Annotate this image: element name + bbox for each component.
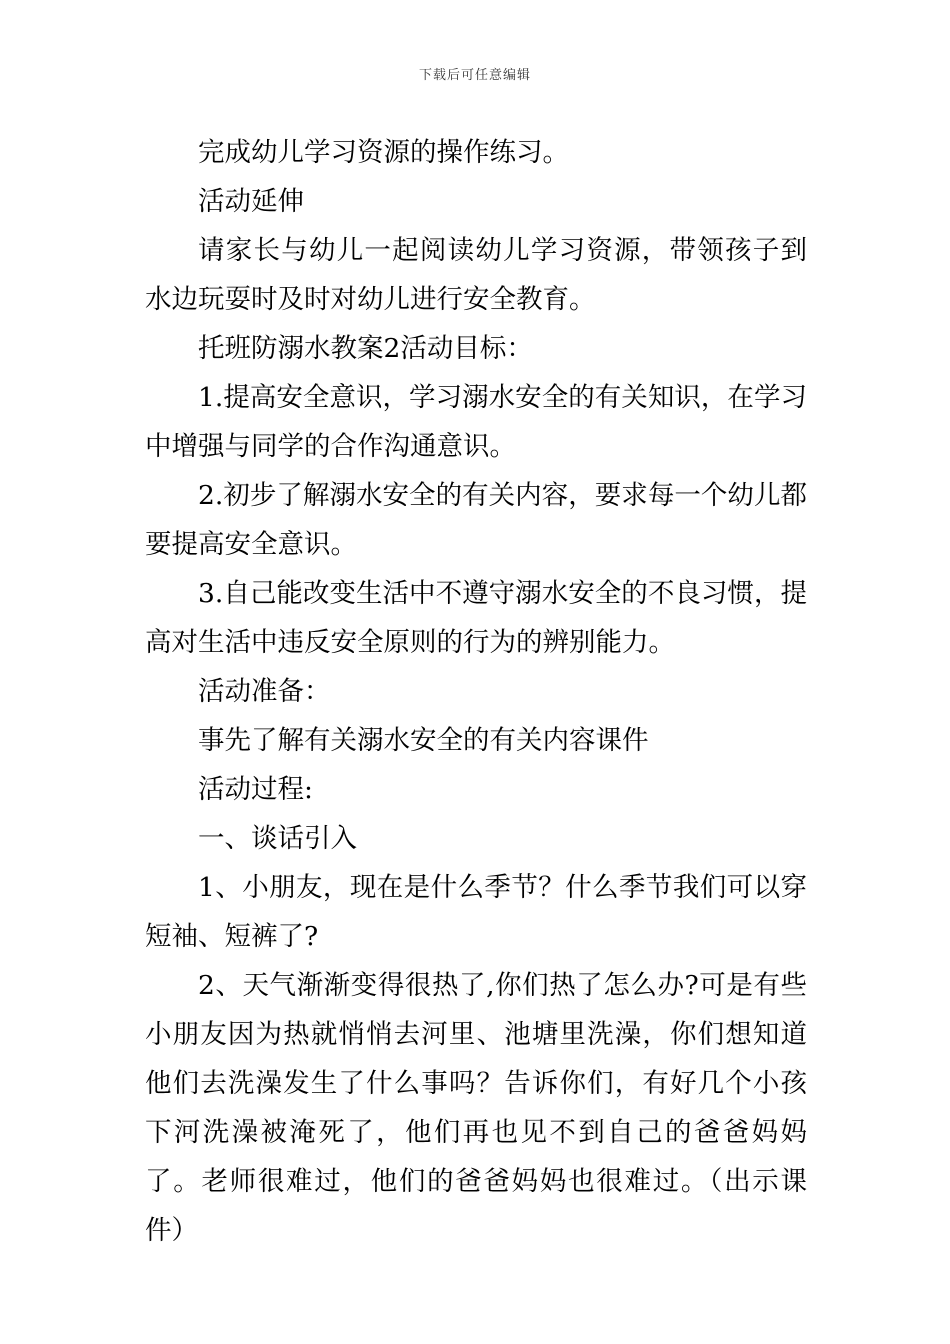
paragraph-9: 事先了解有关溺水安全的有关内容课件 bbox=[198, 725, 649, 756]
document-body bbox=[145, 128, 807, 1255]
paragraph-1: 完成幼儿学习资源的操作练习。 bbox=[198, 137, 569, 168]
page-header: 下载后可任意编辑 bbox=[418, 68, 531, 83]
paragraph-7: 3.自己能改变生活中不遵守溺水安全的不良习惯，提高对生活中违反安全原则的行为的辨别能力。 bbox=[145, 578, 807, 658]
paragraph-4: 托班防溺水教案2活动目标： bbox=[198, 333, 533, 364]
paragraph-3: 请家长与幼儿一起阅读幼儿学习资源，带领孩子到水边玩耍时及时对幼儿进行安全教育。 bbox=[145, 235, 807, 315]
paragraph-5: 1.提高安全意识，学习溺水安全的有关知识，在学习中增强与同学的合作沟通意识。 bbox=[145, 382, 807, 462]
paragraph-8: 活动准备： bbox=[198, 676, 331, 707]
paragraph-2: 活动延伸 bbox=[198, 186, 304, 217]
paragraph-12: 1、小朋友，现在是什么季节？什么季节我们可以穿短袖、短裤了? bbox=[145, 872, 807, 952]
paragraph-13: 2、天气渐渐变得很热了,你们热了怎么办?可是有些小朋友因为热就悄悄去河里、池塘里洗澡，你们想知道他们去洗澡发生了什么事吗？告诉你们，有好几个小孩下河洗澡被淹死了，他们再也见不到自己的爸爸妈妈了。老师很难过，他们的爸爸妈妈也很难过。（出示课件） bbox=[145, 970, 807, 1246]
paragraph-10: 活动过程: bbox=[198, 774, 313, 805]
paragraph-11: 一、谈话引入 bbox=[198, 823, 357, 854]
paragraph-6: 2.初步了解溺水安全的有关内容，要求每一个幼儿都要提高安全意识。 bbox=[145, 480, 807, 560]
